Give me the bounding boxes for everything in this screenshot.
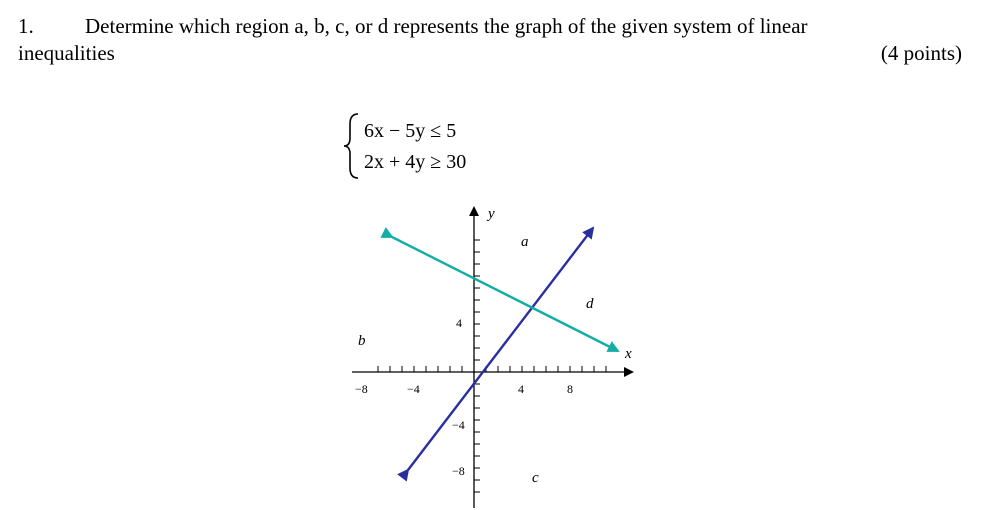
region-label-a: a	[521, 234, 529, 250]
x-tick-label-neg4: −4	[407, 382, 420, 396]
region-label-b: b	[358, 333, 366, 349]
boundary-line-2	[392, 237, 618, 351]
inequality-2: 2x + 4y ≥ 30	[364, 151, 467, 173]
y-axis-label: y	[488, 206, 495, 222]
x-tick-label-4: 4	[518, 382, 524, 396]
region-label-c: c	[532, 470, 539, 486]
y-tick-label-neg8: −8	[452, 464, 465, 478]
region-label-d: d	[586, 296, 594, 312]
x-tick-label-8: 8	[567, 382, 573, 396]
question-number: 1.	[18, 14, 34, 38]
inequality-1: 6x − 5y ≤ 5	[364, 120, 457, 142]
y-tick-label-neg4: −4	[452, 418, 465, 432]
brace-icon	[340, 108, 364, 184]
y-tick-label-4: 4	[456, 316, 462, 330]
question-text-continuation: inequalities	[18, 41, 115, 65]
x-axis-ticks	[378, 366, 606, 372]
boundary-line-1	[408, 228, 593, 470]
inequality-system	[340, 108, 560, 188]
x-axis-label: x	[625, 346, 632, 362]
question-points: (4 points)	[880, 41, 962, 65]
x-tick-label-neg8: −8	[355, 382, 368, 396]
question-text: Determine which region a, b, c, or d represents the graph of the given system of linear	[85, 14, 808, 38]
inequality-graph	[340, 200, 640, 510]
